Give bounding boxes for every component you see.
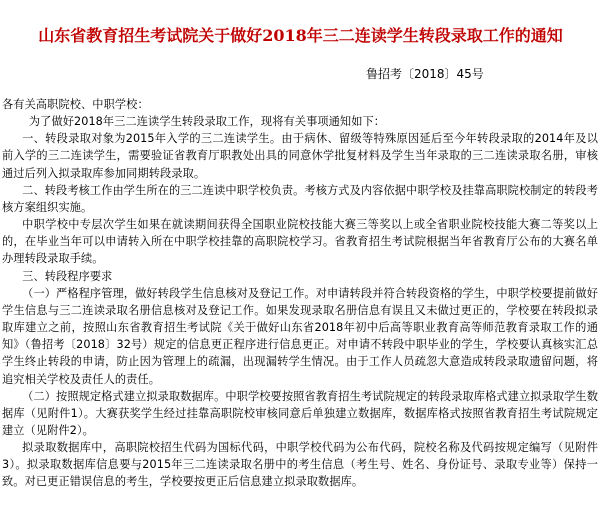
section-2-paragraph: 二、转段考核工作由学生所在的三二连读中职学校负责。考核方式及内容依据中职学校及挂靠高职院校制定的转段考核方案组织实施。 bbox=[2, 183, 598, 214]
document-title: 山东省教育招生考试院关于做好2018年三二连读学生转段录取工作的通知 bbox=[38, 26, 563, 45]
section-3-heading: 三、转段程序要求 bbox=[22, 269, 113, 283]
salutation: 各有关高职院校、中职学校： bbox=[2, 98, 149, 111]
document-number: 鲁招考〔2018〕45号 bbox=[366, 67, 484, 81]
subsection-1-paragraph: （一）严格程序管理，做好转段学生信息核对及登记工作。对申请转段并符合转段资格的学生，中职学校要提前做好学生信息与三二连读录取名册信息核对及登记工作。如果发现录取名册信息有误且又未做过更正的，学校要在转段拟录取库建立之前，按照山东省教育招生考试院《关于做好山东省2018年初中后高等职业教育高等师范教育录取工作的通知》（鲁招考〔2018〕32号）规定的信息更正程序进行信息更正。对申请不转段中职毕业的学生，学校要认真核实汇总学生终止转段的申请，防止因为管理上的疏漏，出现漏转学生情况。由于工作人员疏忽大意造成转段录取遗留问题，将追究相关学校及责任人的责任。 bbox=[2, 286, 598, 386]
intro-paragraph: 为了做好2018年三二连读学生转段录取工作，现将有关事项通知如下： bbox=[28, 115, 386, 129]
section-1-paragraph: 一、转段录取对象为2015年入学的三二连读学生。由于病休、留级等特殊原因延后至今年转段录取的2014年及以前入学的三二连读学生，需要验证省教育厅职教处出具的同意休学批复材料及学生当年录取的三二连读录取名册，审核通过后列入拟录取库参加同期转段录取。 bbox=[2, 132, 598, 180]
competition-paragraph: 中职学校中专层次学生如果在就读期间获得全国职业院校技能大赛三等奖以上或全省职业院校技能大赛二等奖以上的，在毕业当年可以申请转入所在中职学校挂靠的高职院校学习。省教育招生考试院根据当年省教育厅公布的大赛名单办理转段录取手续。 bbox=[2, 218, 598, 266]
document-body bbox=[2, 96, 598, 491]
database-paragraph: 拟录取数据库中，高职院校招生代码为国标代码，中职学校代码为公布代码，院校名称及代码按规定编写（见附件3）。拟录取数据库信息要与2015年三二连读录取名册中的考生信息（考生号、姓名、身份证号、录取专业等）保持一致。对已更正错误信息的考生，学校要按更正后信息建立拟录取数据库。 bbox=[2, 441, 598, 489]
subsection-2-paragraph: （二）按照规定格式建立拟录取数据库。中职学校要按照省教育招生考试院规定的转段录取库格式建立拟录取学生数据库（见附件1）。大赛获奖学生经过挂靠高职院校审核同意后单独建立数据库，数据库格式按照省教育招生考试院规定建立（见附件2）。 bbox=[2, 389, 598, 437]
